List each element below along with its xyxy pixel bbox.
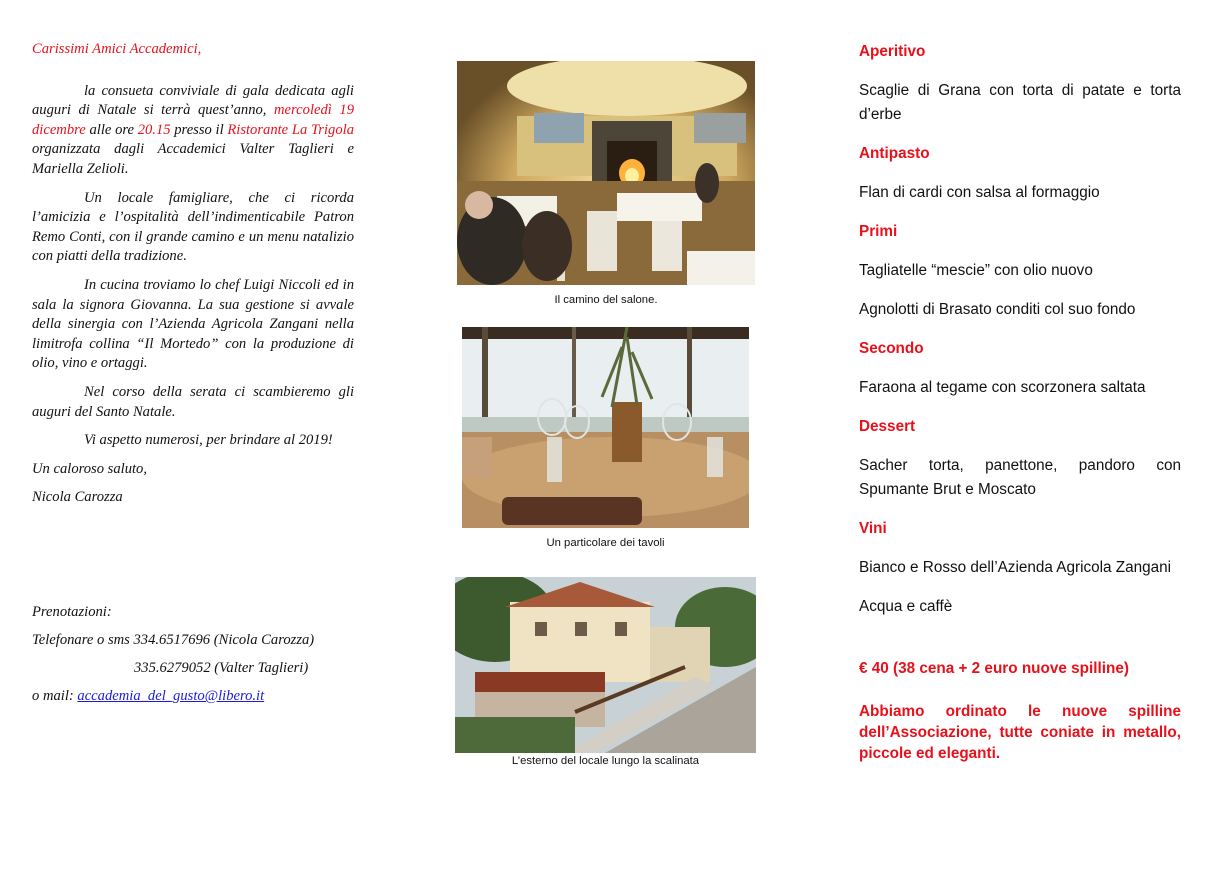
menu-antipasto-heading: Antipasto	[859, 145, 930, 162]
caption-exterior: L’esterno del locale lungo la scalinata	[511, 755, 700, 767]
letter-signature: Nicola Carozza	[32, 489, 123, 506]
letter-paragraph-2: Un locale famigliare, che ci ricorda l’amicizia e l’ospitalità dell’indimenticabile Patron Remo Conti, con il grande camino e un menu natalizio con piatti della tradizione.	[32, 189, 354, 265]
booking-phone-1: Telefonare o sms 334.6517696 (Nicola Carozza)	[32, 632, 315, 648]
letter-closing: Un caloroso saluto,	[32, 460, 147, 477]
letter-paragraph-4: Nel corso della serata ci scambieremo gli auguri del Santo Natale.	[32, 383, 354, 420]
booking-title: Prenotazioni:	[32, 604, 112, 620]
menu-vini-item-2: Acqua e caffè	[859, 598, 953, 615]
menu-vini-item-1: Bianco e Rosso dell’Azienda Agricola Zangani	[859, 559, 1172, 576]
booking-mail: o mail: accademia_del_gusto@libero.it	[32, 688, 265, 704]
letter-paragraph-1: la consueta conviviale di gala dedicata agli auguri di Natale si terrà quest’anno, mercoledì 19 dicembre alle ore 20.15 presso il Ristorante La Trigola organizzata dagli Accademici Valter Taglieri e Mariella Zelioli.	[32, 82, 354, 177]
menu-aperitivo-item: Scaglie di Grana con torta di patate e torta d’erbe	[859, 82, 1181, 123]
event-place: Ristorante La Trigola	[227, 121, 354, 138]
letter-paragraph-3: In cucina troviamo lo chef Luigi Niccoli ed in sala la signora Giovanna. La sua gestione si avvale della sinergia con l’Azienda Agricola Zangani nella limitrofa collina “Il Mortedo” con la produzione di olio, vino e ortaggi.	[32, 276, 354, 372]
menu	[859, 40, 1181, 764]
menu-pins-note: Abbiamo ordinato le nuove spilline dell’Associazione, tutte coniate in metallo, piccole ed eleganti.	[859, 703, 1181, 762]
photo-table-detail	[462, 327, 749, 528]
menu-secondo-heading: Secondo	[859, 340, 924, 357]
menu-antipasto-item: Flan di cardi con salsa al formaggio	[859, 184, 1100, 201]
photo-fireplace-room	[457, 61, 755, 285]
email-link[interactable]: accademia_del_gusto@libero.it	[77, 688, 265, 704]
invitation-letter	[32, 40, 354, 508]
menu-aperitivo-heading: Aperitivo	[859, 43, 926, 60]
caption-fireplace: Il camino del salone.	[554, 294, 658, 306]
menu-price: € 40 (38 cena + 2 euro nuove spilline)	[859, 660, 1129, 677]
letter-greeting: Carissimi Amici Accademici,	[32, 41, 202, 57]
menu-primi-heading: Primi	[859, 223, 898, 240]
menu-primi-item-1: Tagliatelle “mescie” con olio nuovo	[859, 262, 1093, 279]
photo-exterior-stairs	[455, 577, 756, 753]
menu-dessert-item: Sacher torta, panettone, pandoro con Spumante Brut e Moscato	[859, 457, 1181, 498]
menu-vini-heading: Vini	[859, 520, 887, 537]
menu-primi-item-2: Agnolotti di Brasato conditi col suo fondo	[859, 301, 1136, 318]
caption-tables: Un particolare dei tavoli	[546, 537, 665, 549]
booking-phone-2: 335.6279052 (Valter Taglieri)	[134, 660, 309, 676]
event-date: mercoledì 19 dicembre	[32, 102, 354, 138]
event-time: 20.15	[137, 121, 171, 138]
menu-dessert-heading: Dessert	[859, 418, 916, 435]
menu-secondo-item: Faraona al tegame con scorzonera saltata	[859, 379, 1146, 396]
letter-paragraph-5: Vi aspetto numerosi, per brindare al 2019!	[84, 432, 333, 449]
